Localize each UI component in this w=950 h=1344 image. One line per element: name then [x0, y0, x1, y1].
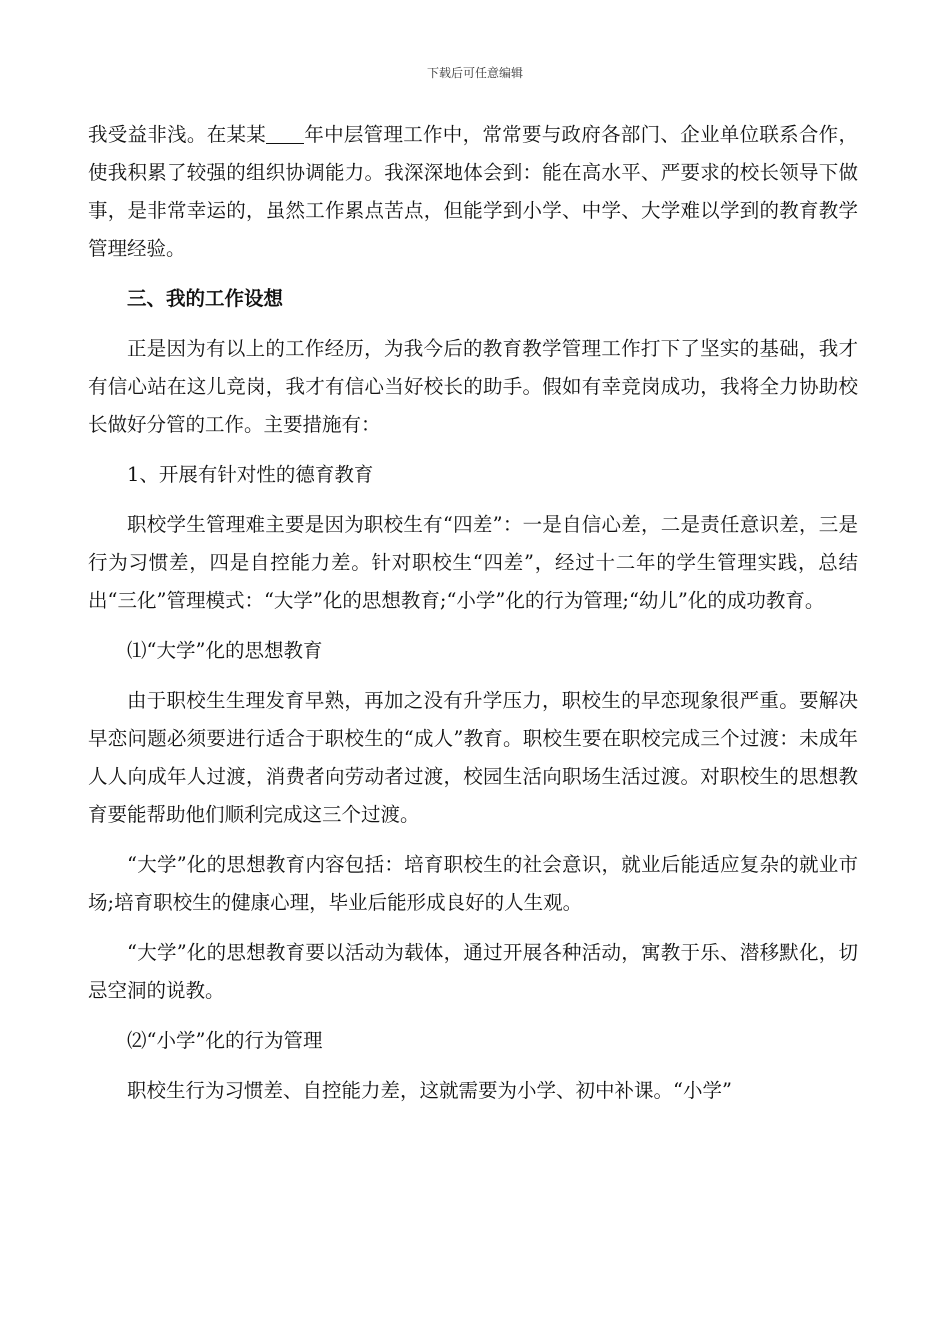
page-header: 下载后可任意编辑	[426, 66, 523, 80]
subheading-moral-education: 1、开展有针对性的德育教育	[127, 463, 374, 486]
paragraph-activity-carrier: “大学”化的思想教育要以活动为载体，通过开展各种活动，寓教于乐、潜移默化，切忌空洞的说教。	[88, 941, 858, 1002]
paragraph-four-deficiencies: 职校学生管理难主要是因为职校生有“四差”：一是自信心差，二是责任意识差，三是行为习惯差，四是自控能力差。针对职校生“四差”，经过十二年的学生管理实践，总结出“三化”管理模式：“大学”化的思想教育;“小学”化的行为管理;“幼儿”化的成功教育。	[88, 513, 858, 612]
section-heading-work-plan: 三、我的工作设想	[127, 287, 284, 310]
paragraph-education-content: “大学”化的思想教育内容包括：培育职校生的社会意识，就业后能适应复杂的就业市场;培育职校生的健康心理，毕业后能形成良好的人生观。	[88, 853, 858, 914]
blank-underline	[266, 124, 304, 145]
document-body	[88, 116, 858, 1122]
paragraph-work-plan-intro: 正是因为有以上的工作经历，为我今后的教育教学管理工作打下了坚实的基础，我才有信心站在这儿竞岗，我才有信心当好校长的助手。假如有幸竞岗成功，我将全力协助校长做好分管的工作。主要措施有：	[88, 337, 858, 436]
subheading-university-style: ⑴“大学”化的思想教育	[127, 639, 323, 662]
paragraph-early-love: 由于职校生生理发育早熟，再加之没有升学压力，职校生的早恋现象很严重。要解决早恋问题必须要进行适合于职校生的“成人”教育。职校生要在职校完成三个过渡：未成年人人向成年人过渡，消费者向劳动者过渡，校园生活向职场生活过渡。对职校生的思想教育要能帮助他们顺利完成这三个过渡。	[88, 689, 858, 826]
paragraph-experience-start: 我受益非浅。在某某	[88, 123, 267, 146]
paragraph-experience	[88, 116, 858, 268]
subheading-primary-style: ⑵“小学”化的行为管理	[127, 1029, 323, 1052]
paragraph-experience-rest: 年中层管理工作中，常常要与政府各部门、企业单位联系合作，使我积累了较强的组织协调能力。我深深地体会到：能在高水平、严要求的校长领导下做事，是非常幸运的，虽然工作累点苦点，但能学到小学、中学、大学难以学到的教育教学管理经验。	[88, 123, 858, 260]
paragraph-behavior-management: 职校生行为习惯差、自控能力差，这就需要为小学、初中补课。“小学”	[127, 1079, 732, 1102]
